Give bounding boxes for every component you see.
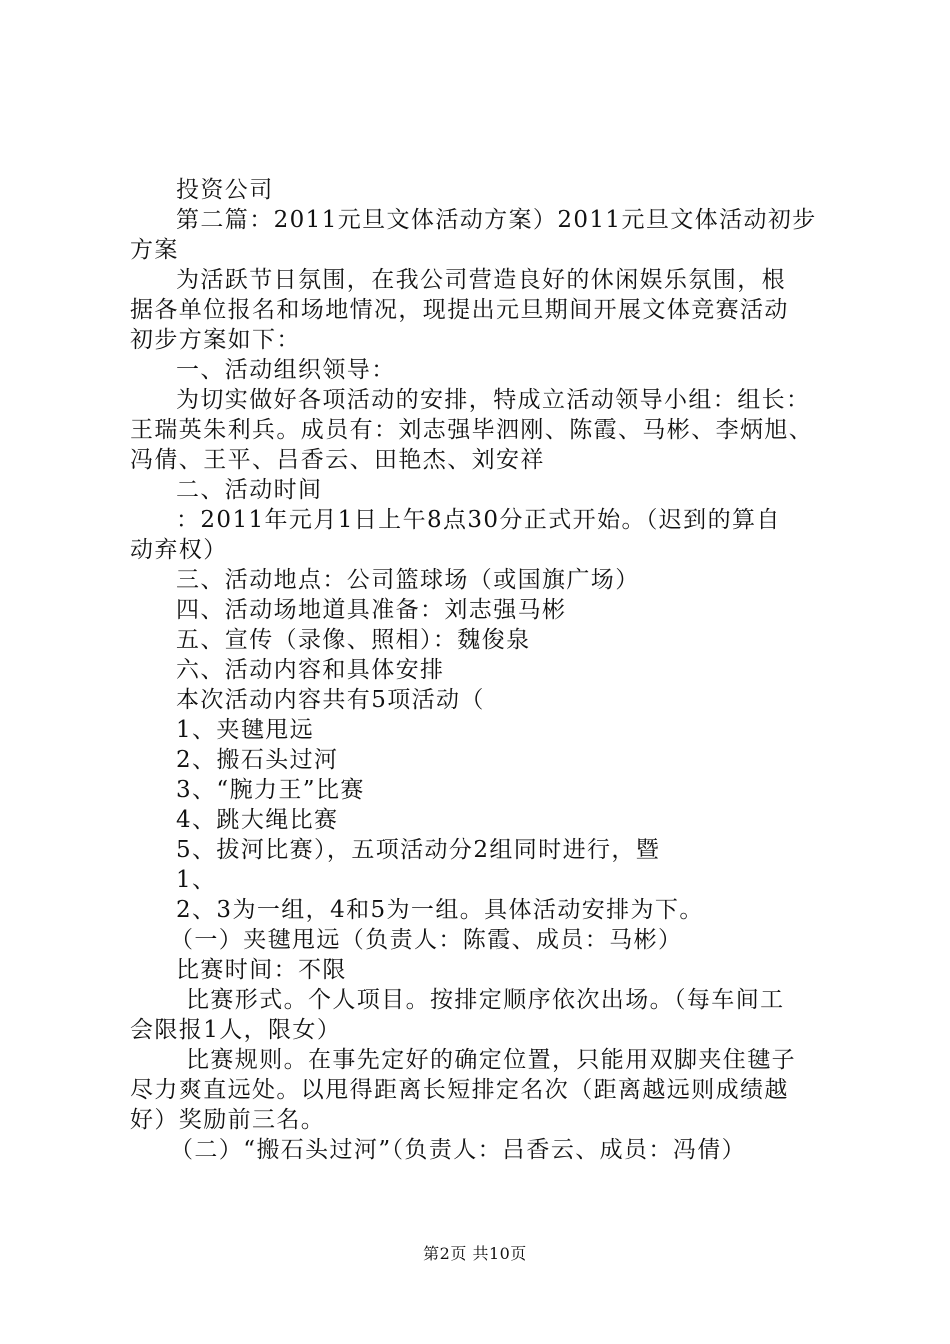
- section-heading: 第二篇：2011元旦文体活动方案）2011元旦文体活动初步: [176, 207, 817, 233]
- paragraph-line: ：2011年元月1日上午8点30分正式开始。（迟到的算自: [176, 507, 781, 533]
- subheading-line: （一）夹毽甩远（负责人：陈霞、成员：马彬）: [170, 927, 683, 953]
- subheading-line: 二、活动时间: [176, 477, 323, 503]
- paragraph-line: 会限报1人，限女）: [130, 1017, 342, 1043]
- list-item: 2、3为一组，4和5为一组。具体活动安排为下。: [176, 897, 704, 923]
- document-body: [130, 175, 830, 1165]
- paragraph-line: 好）奖励前三名。: [130, 1107, 326, 1133]
- list-item: 3、“腕力王”比赛: [176, 777, 365, 803]
- subheading-line: 三、活动地点：公司篮球场（或国旗广场）: [176, 567, 640, 593]
- paragraph-line: 王瑞英朱利兵。成员有：刘志强毕泗刚、陈霞、马彬、李炳旭、: [130, 417, 814, 443]
- list-item: 5、拔河比赛），五项活动分2组同时进行，暨: [176, 837, 661, 863]
- list-item: 2、搬石头过河: [176, 747, 339, 773]
- list-item: 4、跳大绳比赛: [176, 807, 339, 833]
- paragraph-line: 据各单位报名和场地情况，现提出元旦期间开展文体竞赛活动: [130, 297, 789, 323]
- subheading-line: 四、活动场地道具准备：刘志强马彬: [176, 597, 567, 623]
- paragraph-line: 比赛时间：不限: [176, 957, 347, 983]
- paragraph-line: 为活跃节日氛围，在我公司营造良好的休闲娱乐氛围，根: [176, 267, 786, 293]
- text-line: 方案: [130, 237, 179, 263]
- list-item: 1、夹毽甩远: [176, 717, 315, 743]
- subheading-line: （二）“搬石头过河”（负责人：吕香云、成员：冯倩）: [170, 1137, 747, 1163]
- list-item: 1、: [176, 867, 217, 893]
- paragraph-line: 尽力爽直远处。以甩得距离长短排定名次（距离越远则成绩越: [130, 1077, 789, 1103]
- paragraph-line: 动弃权）: [130, 537, 228, 563]
- subheading-line: 五、宣传（录像、照相）：魏俊泉: [176, 627, 531, 653]
- subheading-line: 六、活动内容和具体安排: [176, 657, 445, 683]
- paragraph-line: 为切实做好各项活动的安排，特成立活动领导小组：组长：: [176, 387, 811, 413]
- paragraph-line: 比赛规则。在事先定好的确定位置，只能用双脚夹住毽子: [186, 1047, 796, 1073]
- paragraph-line: 冯倩、王平、吕香云、田艳杰、刘安祥: [130, 447, 545, 473]
- paragraph-line: 比赛形式。个人项目。按排定顺序依次出场。（每车间工: [186, 987, 785, 1013]
- paragraph-line: 本次活动内容共有5项活动（: [176, 687, 485, 713]
- text-line: 投资公司: [176, 177, 274, 203]
- subheading-line: 一、活动组织领导：: [176, 357, 396, 383]
- paragraph-line: 初步方案如下：: [130, 327, 301, 353]
- page-number-footer: 第2页 共10页: [423, 1244, 527, 1263]
